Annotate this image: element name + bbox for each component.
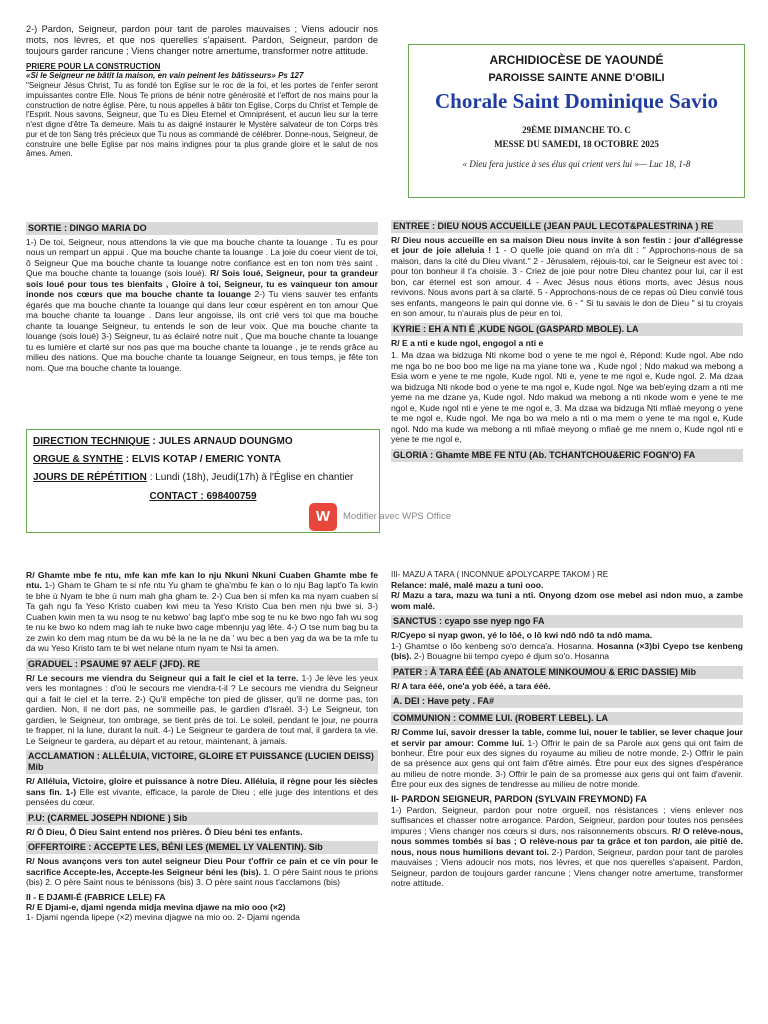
prayer-text: "Seigneur Jésus Christ, Tu as fondé ton Eglise sur le roc de la foi, et les portes de l'enfer seront impuissantes contre Elle. Nous Te prions de bénir notre générosité et l'effort de nos mains pour la construction de notre église. Père, tu nous appelles à bâtir ton Eglise, Corps du Christ et Temple de l'Esprit. Nous savons, Seigneur, que Tu es Dieu Eternel et Omniprésent, et aucun lieu sur la terre n'est digne d'être Ta demeure. Mais tu as daigné instaurer le Mystère salvateur de ton Corps très pur et de ton Sang très précieux que Tu nous as commandé de célébrer. Donne-nous, Seigneur, de construire une belle Eglise par nos mains indignes pour ta plus grande gloire et le salut de nos âmes. Amen. xyxy=(26,81,378,159)
sanctus-text: R/Cyepo si nyap gwon, yé lo lôé, o lô kwi ndô ndô ta ndô mama. 1-) Ghamtse o lôo kenbeng so'o demca'a. Hosanna. Hosanna (×3)bi Cyepo tse kenbeng (bis). 2-) Bouagne bii tempo cyepo é djum so'o. Hosanna xyxy=(391,630,743,662)
pater-header: PATER : À TARA ÉÉÉ (Ab ANATOLE MINKOUMOU & ERIC DASSIE) Mib xyxy=(391,666,743,679)
kyrie-text: 1. Ma dzaa wa bidzuga Nti nkome bod o yene te me ngol é, Répond: Kude ngol. Abe ndo me nga bo ne boo boo me lige na ma yiane tone wa , Kude ngol ; Ndo makud wa mebong a Esia wom e yene te me ngole, Kude ngol. Nti e, yene te me ngol e, Kude ngol. 2. Ma dzaa wa bidzuga Nti nkode bod o yene te ma ngol e, Kude ngol. Nge wa beb'eying dzam a nti me yeme na me dzane ya, Kude ngol. Ndo makud wa mebong a nti nkode wom e yene te me ngol e, Kude ngol nti e yene te me ngol e, 3. Ma dzaa wa bidzuga Nti mfiaè meyong o yene te me ngol e, Kude ngol. Me nga bo wa melo a nti o ma mem o yene te ma ngol e, Kude ngol. Ndo ma kude wa mebong a nti mfiaè meyong o mfiaè ge me nnem o, Kude ngol nti e yene te me ngol e, xyxy=(391,350,743,445)
right-column-upper xyxy=(391,216,743,464)
communion-header: COMMUNION : COMME LUI. (ROBERT LEBEL). LA xyxy=(391,712,743,725)
lower-left-column xyxy=(26,570,378,925)
communion-text: R/ Comme lui, savoir dresser la table, comme lui, nouer le tablier, se lever chaque jour et servir par amour: Comme lui. 1-) Offrir le pain de sa Parole aux gens qui ont faim de bonheur. Être pour eux des signes du royaume au milieu de notre monde. 2-) Offrir le pain de sa présence aux gens qui ont faim d'être aimés. Être pour eux des signes d'espérance au milieu de notre monde. 3-) Offrir le pain de sa promesse aux gens qui ont faim d'avenir. Être pour eux des signes de tendresse au milieu de notre monde. xyxy=(391,727,743,790)
pardon-continuation: 2-) Pardon, Seigneur, pardon pour tant de paroles mauvaises ; Viens adoucir nos mots, nos lèvres, et que nos querelles s'apaisent. Pardon, Seigneur, pardon de toujours garder rancune ; Viens changer notre amertume, transformer notre attitude. xyxy=(26,24,378,57)
acclamation-header: ACCLAMATION : ALLÉLUIA, VICTOIRE, GLOIRE ET PUISSANCE (LUCIEN DEISS) Mib xyxy=(26,750,378,774)
mazu-header: III- MAZU A TARA ( INCONNUE &POLYCARPE TAKOM ) RE xyxy=(391,570,609,579)
pu-text: R/ Ô Dieu, Ô Dieu Saint entend nos prières. Ô Dieu béni tes enfants. xyxy=(26,826,303,837)
mass-date: MESSE DU SAMEDI, 18 OCTOBRE 2025 xyxy=(494,138,659,149)
direction-line: DIRECTION TECHNIQUE : JULES ARNAUD DOUNGMO xyxy=(33,436,293,447)
sanctus-header: SANCTUS : cyapo sse nyep ngo FA xyxy=(391,615,743,628)
rehearsal-line: JOURS DE RÉPÉTITION : Lundi (18h), Jeudi(17h) à l'Église en chantier xyxy=(33,472,354,484)
pardon-header: II- PARDON SEIGNEUR, PARDON (SYLVAIN FREYMOND) FA xyxy=(391,793,647,804)
sunday-label: 29ÈME DIMANCHE TO. C xyxy=(522,124,631,135)
wps-logo-icon: W xyxy=(309,503,337,531)
wps-watermark-text: Modifier avec WPS Office xyxy=(343,511,452,523)
parish-title: PAROISSE SAINTE ANNE D'OBILI xyxy=(488,71,665,84)
sortie-header: SORTIE : DINGO MARIA DO xyxy=(26,222,378,235)
lower-right-column xyxy=(391,570,743,891)
sortie-section xyxy=(26,218,378,375)
gloria-header: GLORIA : Ghamte MBE FE NTU (Ab. TCHANTCHOU&ERIC FOGN'O) FA xyxy=(391,449,743,462)
pardon-text: 1-) Pardon, Seigneur, pardon pour notre orgueil, nos résistances ; viens enlever nos suffisances et chasser notre arrogance. Pardon, Seigneur, pardon pour toutes nos pensées impures ; Viens changer nos cœurs si durs, nos raisonnements obscurs. R/ O relève-nous, nous sommes tombés si bas ; O relève-nous par ta grâce et ton pardon, aie pitié de. nous, nous nous humilions devant toi. 2-) Pardon, Seigneur, pardon pour tant de paroles mauvaises ; Viens adoucir nos mots, nos lèvres, et que nos querelles s'apaisent. Pardon, Seigneur, pardon de toujours garder rancune ; Viens changer notre amertume, transformer notre attitude. xyxy=(391,804,744,889)
sortie-text: 1-) De toi, Seigneur, nous attendons la vie que ma bouche chante ta louange . Tu es pour nous un rempart un appui . Que ma bouche chante ta louange . La joie du coeur vient de toi, ô Seigneur Que ma bouche chante ta louange notre confiance est en ton nom très saint . Que ma bouche chante ta louange (sois loué). R/ Sois loué, Seigneur, pour ta grandeur sois loué pour tous tes bienfaits , Gloire à toi, Seigneur, tu es vainqueur ton amour inonde nos cœurs que ma bouche chante ta louange 2-) Tu viens sauver tes enfants égarés que ma bouche chante ta louange qui dans leur cœur espèrent en ton amour Que ma bouche chante ta louange . Dans leur angoisse, ils ont crié vers toi que ma bouche chante ta louange Seigneur, tu entends le son de leur voix. Que ma bouche chante ta louange (sois loué) 3-) Seigneur, tu as éclairé notre nuit , Que ma bouche chante ta louange tu es lumière et clarté sur nos pas que ma bouche chante ta louange , je te rends grâce au milieu des nations. Que ma bouche chante ta louange Seigneur, en tous temps, je fête ton nom. Que ma bouche chante ta louange. xyxy=(26,236,378,373)
pater-text: R/ A tara ééé, one'a yob ééé, a tara ééé. xyxy=(391,680,551,691)
prayer-title: PRIERE POUR LA CONSTRUCTION xyxy=(26,61,161,71)
offertoire-text: R/ Nous avançons vers ton autel seigneur Dieu Pour t'offrir ce pain et ce vin pour le sacrifice Accepte-les, Accepte-les Seigneur béni les (bis). 1. O père Saint nous te prions (bis) 2. O père Saint nous te bénissons (bis) 3. O père saint nous t'acclamons (bis) xyxy=(26,856,378,888)
agnus-dei-header: A. DEI : Have pety . FA# xyxy=(391,695,743,708)
kyrie-refrain: R/ E a nti e kude ngol, engogol a nti e xyxy=(391,337,544,348)
contact-line: CONTACT : 698400759 xyxy=(149,490,257,502)
djami-text: R/ E Djami-e, djami ngenda midja mevina djawe na mio ooo (×2) 1- Djami ngenda lipepe (×2) mevina djagwe na mio oo. 2- Djami ngenda xyxy=(26,901,300,923)
header-title-box xyxy=(408,44,745,198)
gospel-verse: « Dieu fera justice à ses élus qui crient vers lui »— Luc 18, 1-8 xyxy=(462,158,691,169)
entree-text: R/ Dieu nous accueille en sa maison Dieu nous invite à son festin : jour d'allégresse et jour de joie alleluia ! 1 - O quelle joie quand on m'a dit : " Approchons-nous de sa maison, dans la cité du Dieu vivant." 2 - Jérusalem, réjouis-toi, car le Seigneur est avec toi : pour ton bonheur il t'a choisie. 3 - Criez de joie pour notre Dieu chantez pour lui, car il est bon, car éternel est son amour. 4 - Avec Jésus nous étions morts, avec Jésus nous revivons. Nous avons part à sa clarté. 5 - Approchons-nous de ce repas où Dieu convié tous ses enfants, mangeons le pain qui donne vie. 6 - " Si tu savais le don de Dieu " si tu croyais en son amour, tu n'aurais plus de peur en toi. xyxy=(391,234,743,319)
djami-header: II - E DJAMI-É (FABRICE LELE) FA xyxy=(26,891,166,902)
acclamation-text: R/ Alléluia, Victoire, gloire et puissance à notre Dieu. Alléluia, il règne pour les siècles sans fin. 1-) Elle est vivante, efficace, la parole de Dieu ; elle juge des intentions et des pensées du cœur. xyxy=(26,776,378,808)
offertoire-header: OFFERTOIRE : ACCEPTE LES, BÉNI LES (MEMEL LY VALENTIN). Sib xyxy=(26,841,378,854)
wps-watermark[interactable] xyxy=(309,503,451,531)
kyrie-header: KYRIE : EH A NTI É ,KUDE NGOL (GASPARD MBOLE). LA xyxy=(391,323,743,336)
graduel-text: R/ Le secours me viendra du Seigneur qui a fait le ciel et la terre. 1-) Je lève les yeux vers les montagnes : d'où le secours me viendra-t-il ? Le secours me viendra du Seigneur qui a fait le ciel et la terre. 2-) Qu'il empêche ton pied de glisser, qu'il ne dorme pas, ton gardien. Non, il ne dort pas, ne sommeille pas, le gardien d'Israël. 3-) Le Seigneur, ton gardien, le Seigneur, ton ombrage, se tient près de toi. Le soleil, pendant le jour, ne pourra te frapper, ni la lune, durant la nuit. 4-) Le Seigneur te gardera de tout mal, il gardera ta vie. Le Seigneur te gardera, au départ et au retour, maintenant, à jamais. xyxy=(26,672,378,746)
gloria-text: R/ Ghamte mbe fe ntu, mfe kan mfe kan lo nju Nkuni Nkuni Cuaben Ghamte mbe fe ntu. 1-) Gham te Gham te si nfe ntu Yu gham te gha'mbu fe kan o lo nju Bag lapt'o Ta kwin te bhe ù Nyam te bhe ù num mah gha gham te. 2-) Cua ben si mfen ka ma nyam cuaben si Ta gah ngu fa Yeso Kristo cuaben kwi meu ta Yeso Kristo Cua ben men nju bwe si. 3-) Cuaben kwin men ta wu nsog te nu kebwo' bag lapt'o mbe sog te nu ke bwo ngo fah wu sog te nu ke bwo ko ndem mag lah te nuke bwo cage mbennju yag lête. 4-) O tse num bag bu ta ze zwin ko dem mag ntum be da wu bè la ne la ne da ' wu bec a ben yag da wa be ta mfe tu da wu Yeso Kristo tam te bi wet nelane ntum nyam te Nsi ta amen. xyxy=(26,570,379,654)
orgue-line: ORGUE & SYNTHE : ELVIS KOTAP / EMERIC YONTA xyxy=(33,454,281,466)
pu-header: P.U: (CARMEL JOSEPH NDIONE ) Sib xyxy=(26,812,378,825)
top-left-column xyxy=(26,24,378,161)
prayer-verse: «Si le Seigneur ne bâtit la maison, en vain peinent les bâtisseurs» Ps 127 xyxy=(26,71,304,81)
sortie-refrain: R/ Sois loué, Seigneur, pour ta grandeur sois loué pour tous tes bienfaits , Gloire à toi, Seigneur, tu es vainqueur ton amour inonde nos cœurs que ma bouche chante ta louange xyxy=(26,268,378,300)
graduel-header: GRADUEL : PSAUME 97 AELF (JFD). RE xyxy=(26,658,378,671)
archdiocese-title: ARCHIDIOCÈSE DE YAOUNDÉ xyxy=(489,53,664,67)
choir-title: Chorale Saint Dominique Savio xyxy=(435,89,718,114)
mazu-text: Relance: malé, malé mazu a tuni ooo. R/ Mazu a tara, mazu wa tuni a nti. Onyong dzom ose mebel asi ndon muo, a zambe wom malé. xyxy=(391,579,743,611)
entree-header: ENTREE : DIEU NOUS ACCUEILLE (JEAN PAUL LECOT&PALESTRINA ) RE xyxy=(391,220,743,233)
